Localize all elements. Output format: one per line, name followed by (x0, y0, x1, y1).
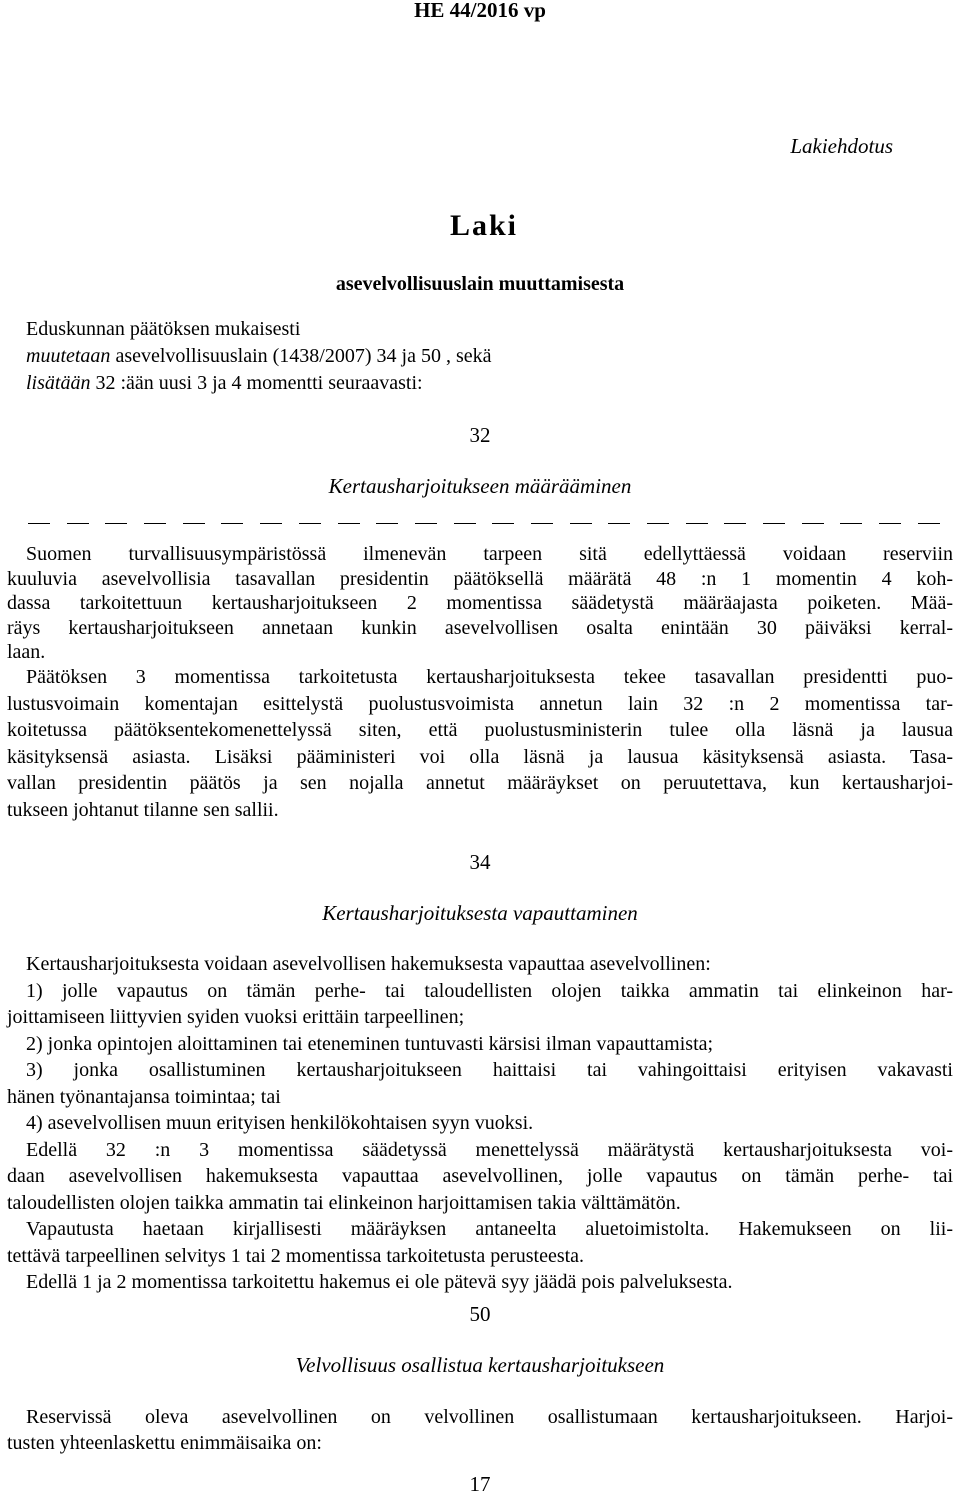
text-line: Vapautusta haetaan kirjallisesti määräyksen antaneelta aluetoimistolta. Hakemukseen on lii- (26, 1218, 953, 1240)
text-line: räys kertausharjoitukseen annetaan kunkin asevelvollisen osalta enintään 30 päiväksi kerral- (7, 616, 953, 639)
text-line: Edellä 32 :n 3 momentissa säädetyssä menettelyssä määrätystä kertausharjoituksesta voi- (26, 1138, 953, 1161)
text-line: 1) jolle vapautus on tämän perhe- tai taloudellisten olojen taikka ammatin tai elinkeinon har- (26, 979, 953, 1002)
section-50-title: Velvollisuus osallistua kertausharjoitukseen (295, 1353, 665, 1377)
section-32-title: Kertausharjoitukseen määrääminen (328, 474, 632, 498)
text-line: taloudellisten olojen taikka ammatin tai elinkeinon harjoittamisen takia välttämätön. (7, 1191, 681, 1214)
text-line: Reservissä oleva asevelvollinen on velvollinen osallistumaan kertausharjoitukseen. Harjoi- (26, 1406, 953, 1428)
text-line: laan. (7, 641, 46, 663)
law-subtitle: asevelvollisuuslain muuttamisesta (335, 273, 625, 295)
intro-amend-word: muutetaan (26, 345, 111, 367)
omission-dash-line (28, 510, 940, 524)
text-line: dassa tarkoitettuun kertausharjoitukseen 2 momentissa säädetystä määräajasta poiketen. Mää- (7, 592, 953, 614)
text-line: Suomen turvallisuusympäristössä ilmenevän tarpeen sitä edellyttäessä voidaan reserviin (26, 543, 953, 565)
intro-amend-rest: asevelvollisuuslain (1438/2007) 34 ja 50 , sekä (110, 345, 492, 367)
intro-line-3 (26, 370, 423, 396)
intro-add-word: lisätään (26, 372, 91, 394)
text-line: tusten yhteenlaskettu enimmäisaika on: (7, 1432, 322, 1454)
proposal-label: Lakiehdotus (790, 134, 893, 158)
section-32-number: 32 (469, 423, 491, 447)
section-34-body (7, 951, 953, 1296)
text-line: hänen työnantajansa toimintaa; tai (7, 1085, 281, 1108)
page-number: 17 (469, 1472, 491, 1496)
section-32-paragraph-2 (7, 664, 953, 823)
text-line: lustusvoimain komentajan esittelystä puolustusvoimista annetun lain 32 :n 2 momentissa tar- (7, 692, 953, 715)
text-line: daan asevelvollisen hakemuksesta vapauttaa asevelvollinen, jolle vapautus on tämän perhe- tai (7, 1165, 953, 1187)
text-line: tukseen johtanut tilanne sen sallii. (7, 798, 279, 821)
text-line: vallan presidentin päätös ja sen nojalla annetut määräykset on peruutettava, kun kertausharjoi- (7, 772, 953, 794)
text-line: Edellä 1 ja 2 momentissa tarkoitettu hakemus ei ole pätevä syy jäädä pois palveluksesta. (26, 1271, 733, 1293)
text-line: kuuluvia asevelvollisia tasavallan presidentin päätöksellä määrätä 48 :n 1 momentin 4 koh- (7, 567, 953, 590)
text-line: Päätöksen 3 momentissa tarkoitetusta kertausharjoituksesta tekee tasavallan presidentti puo- (26, 666, 953, 688)
section-50-number: 50 (469, 1302, 491, 1326)
text-line: koitetussa päätöksentekomenettelyssä siten, että puolustusministerin tulee olla läsnä ja lausua (7, 719, 953, 741)
section-34-number: 34 (469, 850, 491, 874)
text-line: Kertausharjoituksesta voidaan asevelvollisen hakemuksesta vapauttaa asevelvollinen: (26, 953, 711, 975)
intro-line-1: Eduskunnan päätöksen mukaisesti (26, 318, 301, 340)
intro-add-rest: 32 :ään uusi 3 ja 4 momentti seuraavasti: (90, 372, 423, 394)
text-line: 4) asevelvollisen muun erityisen henkilökohtaisen syyn vuoksi. (26, 1112, 534, 1134)
text-line: 3) jonka osallistuminen kertausharjoitukseen haittaisi tai vahingoittaisi erityisen vakavasti (26, 1059, 953, 1081)
text-line: 2) jonka opintojen aloittaminen tai eteneminen tuntuvasti kärsisi ilman vapauttamista; (26, 1032, 714, 1055)
text-line: käsityksensä asiasta. Lisäksi pääministeri voi olla läsnä ja lausua käsityksensä asiasta. Tasa- (7, 745, 953, 768)
intro-line-2 (26, 343, 491, 369)
section-32-paragraph-1 (7, 542, 953, 665)
text-line: tettävä tarpeellinen selvitys 1 tai 2 momentissa tarkoitetusta perusteesta. (7, 1244, 585, 1267)
document-id: HE 44/2016 vp (414, 0, 546, 22)
text-line: joittamiseen liittyvien syiden vuoksi erittäin tarpeellinen; (7, 1006, 465, 1028)
section-50-paragraph-1 (7, 1404, 953, 1456)
law-title: Laki (449, 209, 519, 242)
section-34-title: Kertausharjoituksesta vapauttaminen (322, 901, 638, 925)
